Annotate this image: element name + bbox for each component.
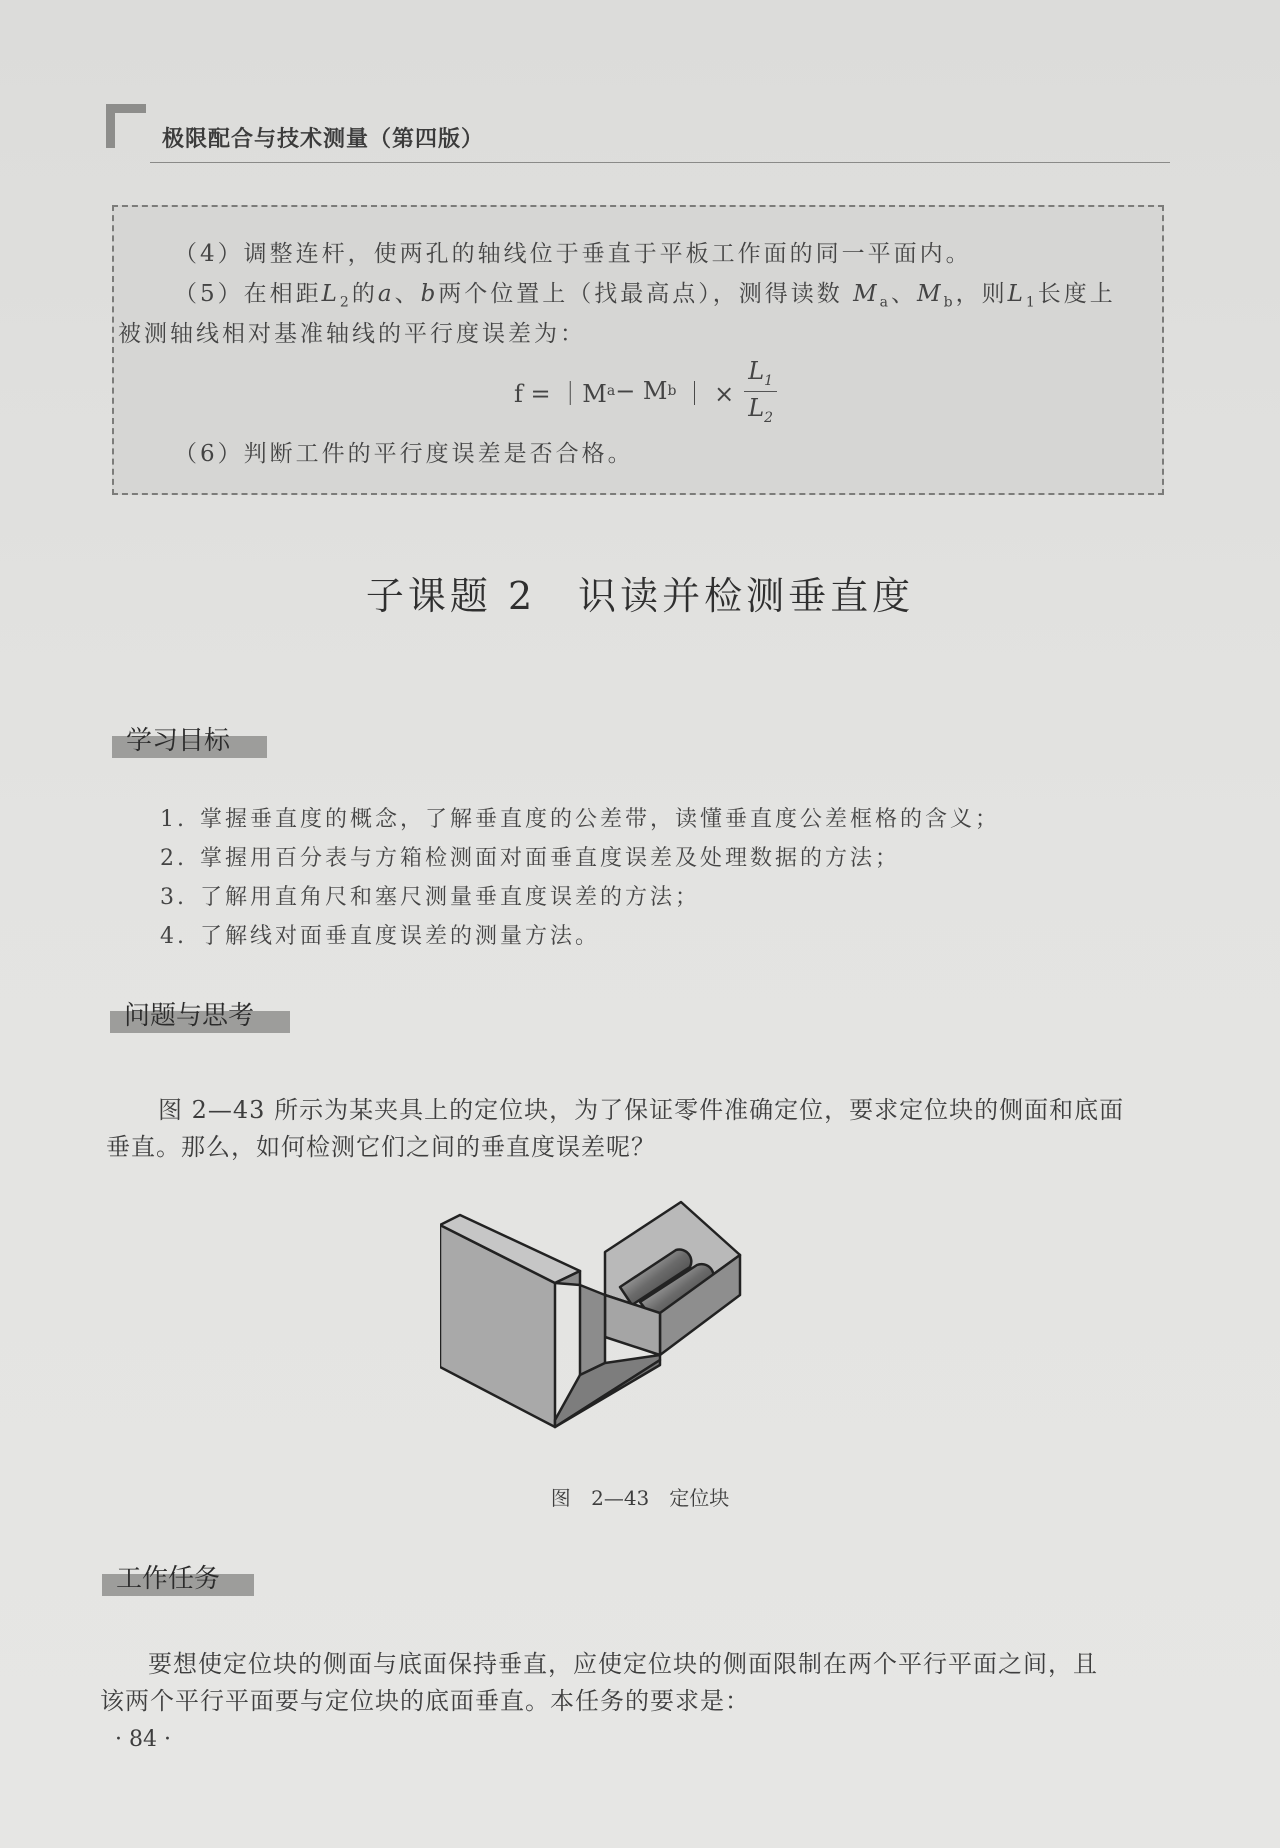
page-number: · 84 ·: [115, 1727, 171, 1752]
parallelism-formula: f = ｜M a − M b ｜ × $\frac{L_1}{L_2}$: [514, 357, 777, 426]
figure-caption: 图 2—43 定位块: [550, 1486, 730, 1510]
step-5-text-b: 的: [351, 281, 378, 307]
subtopic-title: 子课题 2 识读并检测垂直度: [365, 574, 915, 618]
formula-lhs: f = ｜M: [514, 379, 607, 408]
step-4: （4）调整连杆，使两孔的轴线位于垂直于平板工作面的同一平面内。: [174, 241, 972, 267]
task-paragraph-line1: 要想使定位块的侧面与底面保持垂直，应使定位块的侧面限制在两个平行平面之间，且: [148, 1650, 1098, 1678]
book-title: 极限配合与技术测量（第四版）: [162, 127, 485, 152]
objectives-list: [160, 800, 1000, 956]
list-item: 1. 掌握垂直度的概念，了解垂直度的公差带，读懂垂直度公差框格的含义；: [160, 807, 1001, 832]
step-5-text-d: ，则: [955, 281, 1008, 307]
task-paragraph-line2: 该两个平行平面要与定位块的底面垂直。本任务的要求是：: [100, 1687, 750, 1715]
questions-paragraph-line2: 垂直。那么，如何检测它们之间的垂直度误差呢？: [106, 1133, 656, 1161]
corner-bracket-mark: [106, 104, 146, 148]
locating-block-figure: [440, 1195, 820, 1465]
step-5-text-e: 长度上: [1037, 281, 1116, 307]
running-header: [106, 104, 1172, 164]
step-6: （6）判断工件的平行度误差是否合格。: [174, 441, 634, 467]
questions-paragraph-line1: 图 2—43 所示为某夹具上的定位块，为了保证零件准确定位，要求定位块的侧面和底面: [158, 1096, 1125, 1124]
step-5-line2: 被测轴线相对基准轴线的平行度误差为：: [118, 321, 586, 347]
list-item: 2. 掌握用百分表与方箱检测面对面垂直度误差及处理数据的方法；: [160, 846, 901, 871]
list-item: 3. 了解用直角尺和塞尺测量垂直度误差的方法；: [160, 885, 701, 910]
procedure-box: [112, 205, 1164, 495]
objectives-heading: 学习目标: [112, 720, 267, 758]
formula-rhs: ｜ ×: [682, 379, 735, 408]
step-5-text-a: （5）在相距: [174, 281, 322, 307]
task-heading: 工作任务: [102, 1558, 254, 1596]
header-rule: [150, 162, 1170, 163]
step-5-line1: （5）在相距$L_2$的a、b两个位置上（找最高点），测得读数 $M_a$、$M_b$，则$L_1$长度上: [174, 281, 1116, 311]
list-item: 4. 了解线对面垂直度误差的测量方法。: [160, 924, 601, 949]
formula-mid: − M: [615, 377, 668, 406]
formula-fraction: $\frac{L_1}{L_2}$: [744, 357, 777, 426]
step-5-text-c: 两个位置上（找最高点），测得读数: [438, 281, 843, 307]
questions-heading: 问题与思考: [110, 995, 290, 1033]
